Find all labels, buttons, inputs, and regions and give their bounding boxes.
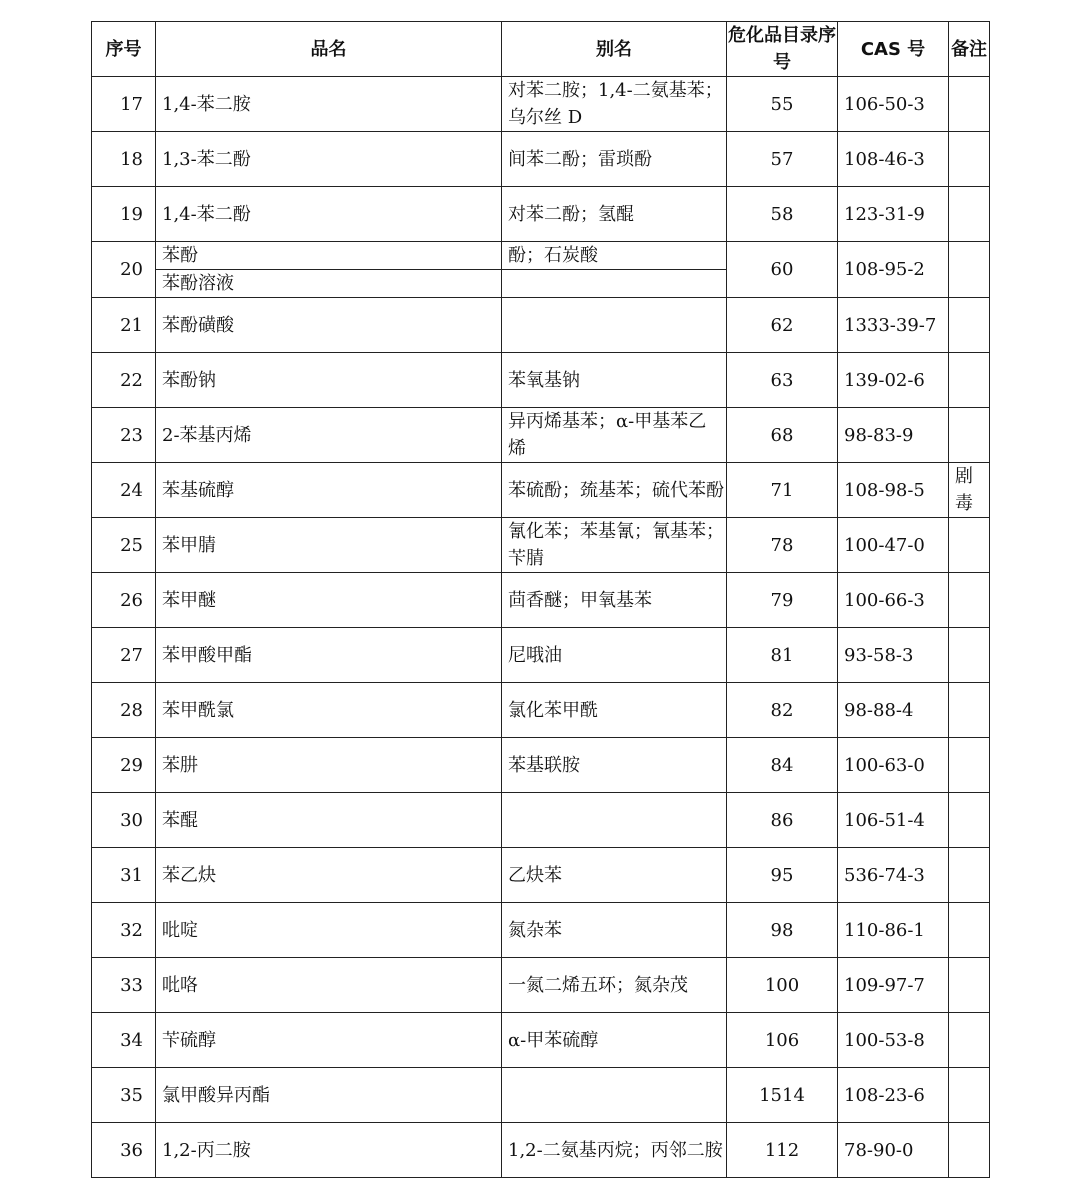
row-cas: 108-98-5 [838, 463, 949, 518]
row-name: 苯基硫醇 [156, 463, 502, 518]
row-note [949, 738, 990, 793]
row-seq: 22 [92, 353, 156, 408]
row-alias: 氯化苯甲酰 [502, 683, 727, 738]
row-alias: 氮杂苯 [502, 903, 727, 958]
row-alias: 1,2-二氨基丙烷；丙邻二胺 [502, 1123, 727, 1178]
row-name: 1,4-苯二酚 [156, 187, 502, 242]
row-cas: 100-47-0 [838, 518, 949, 573]
table-row [92, 463, 990, 518]
row-seq: 20 [92, 242, 156, 298]
row-seq: 31 [92, 848, 156, 903]
row-catalog-index: 60 [727, 242, 838, 298]
row-cas: 93-58-3 [838, 628, 949, 683]
row-cas: 108-95-2 [838, 242, 949, 298]
table-row [92, 77, 990, 132]
row-seq: 24 [92, 463, 156, 518]
row-note [949, 903, 990, 958]
row-catalog-index: 71 [727, 463, 838, 518]
row-seq: 25 [92, 518, 156, 573]
table-row [92, 1123, 990, 1178]
row-note [949, 353, 990, 408]
table-row [92, 518, 990, 573]
row-seq: 23 [92, 408, 156, 463]
row-note [949, 1068, 990, 1123]
table-row [92, 628, 990, 683]
table-row [92, 793, 990, 848]
table-row [92, 958, 990, 1013]
row-name: 苯醌 [156, 793, 502, 848]
row-note [949, 187, 990, 242]
row-note [949, 518, 990, 573]
table-row [92, 903, 990, 958]
table-body [92, 77, 990, 1178]
row-name: 苯乙炔 [156, 848, 502, 903]
row-alias: 茴香醚；甲氧基苯 [502, 573, 727, 628]
row-note [949, 77, 990, 132]
row-seq: 27 [92, 628, 156, 683]
row-note [949, 848, 990, 903]
table-row [92, 408, 990, 463]
row-note [949, 573, 990, 628]
row-name: 苯肼 [156, 738, 502, 793]
header-cas: CAS 号 [838, 22, 949, 77]
row-cas: 123-31-9 [838, 187, 949, 242]
row-cas: 106-50-3 [838, 77, 949, 132]
row-catalog-index: 81 [727, 628, 838, 683]
row-seq: 18 [92, 132, 156, 187]
row-catalog-index: 58 [727, 187, 838, 242]
row-alias: 异丙烯基苯；α-甲基苯乙烯 [502, 408, 727, 463]
row-note [949, 1123, 990, 1178]
row-alias: 氰化苯；苯基氰；氰基苯；苄腈 [502, 518, 727, 573]
table-row [92, 1013, 990, 1068]
row-seq: 33 [92, 958, 156, 1013]
header-note: 备注 [949, 22, 990, 77]
row-name: 吡啶 [156, 903, 502, 958]
row-note [949, 628, 990, 683]
row-seq: 21 [92, 298, 156, 353]
row-seq: 30 [92, 793, 156, 848]
table-row [92, 132, 990, 187]
row-name: 苯甲酰氯 [156, 683, 502, 738]
row-name: 2-苯基丙烯 [156, 408, 502, 463]
chemical-table [91, 21, 990, 1178]
row-catalog-index: 78 [727, 518, 838, 573]
row-name: 苯酚溶液 [156, 270, 502, 298]
row-cas: 109-97-7 [838, 958, 949, 1013]
row-alias [502, 298, 727, 353]
row-catalog-index: 1514 [727, 1068, 838, 1123]
row-seq: 34 [92, 1013, 156, 1068]
row-catalog-index: 84 [727, 738, 838, 793]
row-catalog-index: 55 [727, 77, 838, 132]
row-cas: 1333-39-7 [838, 298, 949, 353]
row-name: 苯酚磺酸 [156, 298, 502, 353]
row-name: 苯甲酸甲酯 [156, 628, 502, 683]
header-alias: 别名 [502, 22, 727, 77]
row-catalog-index: 57 [727, 132, 838, 187]
row-name: 苄硫醇 [156, 1013, 502, 1068]
row-name: 1,3-苯二酚 [156, 132, 502, 187]
row-catalog-index: 79 [727, 573, 838, 628]
row-alias: 尼哦油 [502, 628, 727, 683]
row-seq: 29 [92, 738, 156, 793]
row-seq: 19 [92, 187, 156, 242]
table-row [92, 187, 990, 242]
row-cas: 98-83-9 [838, 408, 949, 463]
row-note [949, 793, 990, 848]
row-catalog-index: 63 [727, 353, 838, 408]
row-name: 苯甲腈 [156, 518, 502, 573]
row-alias: 苯氧基钠 [502, 353, 727, 408]
row-name: 苯甲醚 [156, 573, 502, 628]
table-row [92, 353, 990, 408]
row-name: 1,4-苯二胺 [156, 77, 502, 132]
row-name: 1,2-丙二胺 [156, 1123, 502, 1178]
row-note [949, 132, 990, 187]
row-note [949, 958, 990, 1013]
row-seq: 28 [92, 683, 156, 738]
header-catalog-index: 危化品目录序号 [727, 22, 838, 77]
row-alias: α-甲苯硫醇 [502, 1013, 727, 1068]
row-cas: 108-23-6 [838, 1068, 949, 1123]
row-cas: 100-53-8 [838, 1013, 949, 1068]
row-cas: 98-88-4 [838, 683, 949, 738]
header-seq: 序号 [92, 22, 156, 77]
row-cas: 110-86-1 [838, 903, 949, 958]
row-cas: 100-66-3 [838, 573, 949, 628]
row-note [949, 408, 990, 463]
table-row [92, 242, 990, 270]
row-cas: 536-74-3 [838, 848, 949, 903]
row-seq: 26 [92, 573, 156, 628]
header-name: 品名 [156, 22, 502, 77]
row-cas: 108-46-3 [838, 132, 949, 187]
row-note: 剧毒 [949, 463, 990, 518]
table-row [92, 573, 990, 628]
row-cas: 100-63-0 [838, 738, 949, 793]
row-cas: 78-90-0 [838, 1123, 949, 1178]
row-cas: 106-51-4 [838, 793, 949, 848]
row-catalog-index: 82 [727, 683, 838, 738]
row-alias: 间苯二酚；雷琐酚 [502, 132, 727, 187]
row-alias [502, 793, 727, 848]
row-seq: 32 [92, 903, 156, 958]
row-name: 吡咯 [156, 958, 502, 1013]
row-alias: 一氮二烯五环；氮杂茂 [502, 958, 727, 1013]
row-alias: 酚；石炭酸 [502, 242, 727, 270]
row-alias [502, 1068, 727, 1123]
row-cas: 139-02-6 [838, 353, 949, 408]
row-catalog-index: 106 [727, 1013, 838, 1068]
row-catalog-index: 68 [727, 408, 838, 463]
row-note [949, 1013, 990, 1068]
row-alias: 对苯二胺；1,4-二氨基苯；乌尔丝 D [502, 77, 727, 132]
row-alias: 苯硫酚；巯基苯；硫代苯酚 [502, 463, 727, 518]
table-row [92, 848, 990, 903]
row-catalog-index: 100 [727, 958, 838, 1013]
row-name: 苯酚钠 [156, 353, 502, 408]
row-seq: 35 [92, 1068, 156, 1123]
row-name: 氯甲酸异丙酯 [156, 1068, 502, 1123]
table-row [92, 298, 990, 353]
row-catalog-index: 86 [727, 793, 838, 848]
row-note [949, 683, 990, 738]
row-note [949, 242, 990, 298]
table-row [92, 683, 990, 738]
row-alias [502, 270, 727, 298]
row-seq: 36 [92, 1123, 156, 1178]
row-alias: 对苯二酚；氢醌 [502, 187, 727, 242]
row-catalog-index: 95 [727, 848, 838, 903]
row-alias: 乙炔苯 [502, 848, 727, 903]
row-catalog-index: 98 [727, 903, 838, 958]
row-catalog-index: 112 [727, 1123, 838, 1178]
row-catalog-index: 62 [727, 298, 838, 353]
table-row [92, 1068, 990, 1123]
row-name: 苯酚 [156, 242, 502, 270]
table-row [92, 738, 990, 793]
row-note [949, 298, 990, 353]
row-alias: 苯基联胺 [502, 738, 727, 793]
table-header-row [92, 22, 990, 77]
row-seq: 17 [92, 77, 156, 132]
